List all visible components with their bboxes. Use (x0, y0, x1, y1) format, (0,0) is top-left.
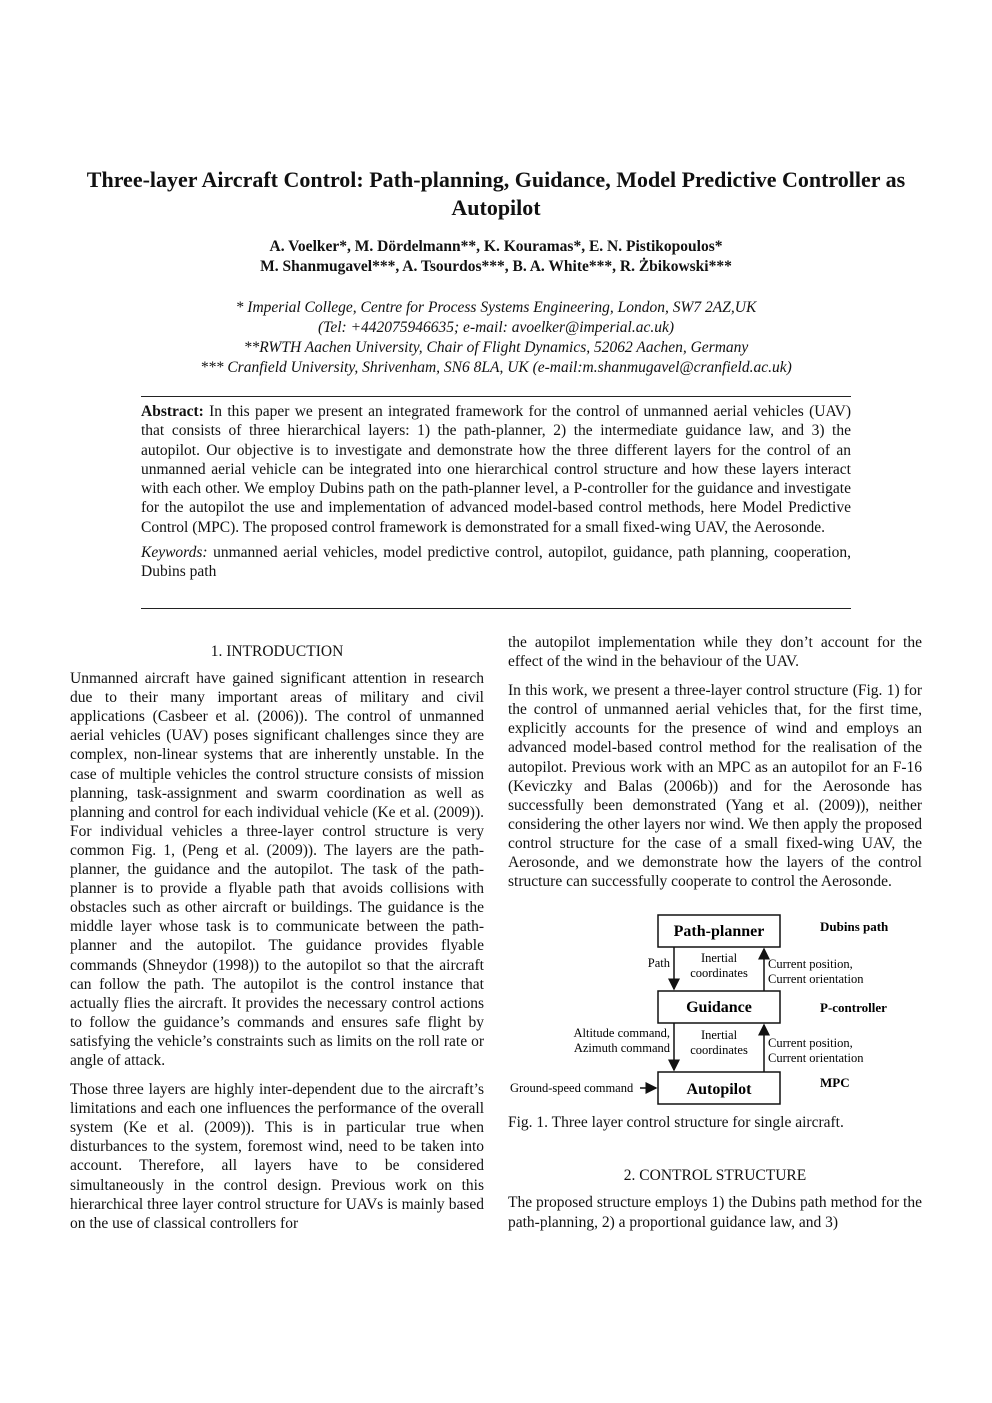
figure-caption: Fig. 1. Three layer control structure for single aircraft. (508, 1114, 844, 1132)
keywords-label: Keywords: (141, 544, 208, 562)
abstract-label: Abstract: (141, 403, 204, 420)
right-column (508, 633, 922, 1242)
feedback-label: Current position, (768, 957, 853, 972)
body-paragraph: In this work, we present a three-layer control structure (Fig. 1) for the control of unmanned aerial vehicles that, for the first time, explicitly accounts for the presence of wind and employs an advanced model-based control method for the realisation of the autopilot. Previous work with an MPC as an autopilot for an F-16 (Keviczky and Balas (2006b)) and for the Aerosonde has successfully been demonstrated (Yang et al. (2009)), neither considering the other layers nor wind. We then apply the proposed control structure for the case of a small fixed-wing UAV, the Aerosonde, and we demonstrate how the layers of the control structure can successfully cooperate to control the Aerosonde. (508, 682, 922, 891)
author-list (60, 237, 932, 277)
inertial-label: coordinates (690, 1043, 748, 1058)
abstract-block (141, 402, 851, 588)
affiliation-line: *** Cranfield University, Shrivenham, SN6 8LA, UK (e-mail:m.shanmugavel@cranfield.ac.uk) (200, 359, 792, 376)
abstract-text: In this paper we present an integrated framework for the control of unmanned aerial vehicles (UAV) that consists of three hierarchical layers: 1) the path-planner, 2) the intermediate guidance law, and 3) the autopilot. Our objective is to investigate and demonstrate how the three different layers for the control of an unmanned aerial vehicle can be integrated into one hierarchical control structure and how these layers interact with each other. We employ Dubins path on the path-planner level, a P-controller for the guidance and investigate for the autopilot the use and implementation of advanced model-based control methods, here Model Predictive Control (MPC). The proposed control framework is demonstrated for a small fixed-wing UAV, the Aerosonde. (141, 403, 851, 536)
block-label: Guidance (686, 999, 752, 1017)
body-paragraph: the autopilot implementation while they don’t account for the effect of the wind in the behaviour of the UAV. (508, 634, 922, 671)
author-line: A. Voelker*, M. Dördelmann**, K. Kouramas*, E. N. Pistikopoulos* (269, 238, 723, 255)
ground-speed-label: Ground-speed command (510, 1081, 634, 1096)
inertial-label: coordinates (690, 966, 748, 981)
feedback-label: Current orientation (768, 1051, 864, 1066)
control-structure-diagram (508, 905, 922, 1105)
body-paragraph: Those three layers are highly inter-dependent due to the aircraft’s limitations and each one influences the performance of the overall system (Ke et al. (2009)). This is in particular true when disturbances to the system, foremost wind, need to be taken into account. Therefore, all layers have to be considered simultaneously in the control design. Previous work on this hierarchical three layer control structure for UAVs is mainly based on the use of classical controllers for (70, 1081, 484, 1232)
block-label: Autopilot (686, 1081, 752, 1099)
feedback-label: Current orientation (768, 972, 864, 987)
affiliation-line: * Imperial College, Centre for Process Systems Engineering, London, SW7 2AZ,UK (235, 299, 757, 316)
abstract-paragraph (141, 402, 851, 537)
left-column (70, 632, 484, 1243)
affiliation-line: **RWTH Aachen University, Chair of Flight Dynamics, 52062 Aachen, Germany (243, 339, 749, 356)
method-label: Dubins path (820, 919, 889, 935)
author-line: M. Shanmugavel***, A. Tsourdos***, B. A. White***, R. Żbikowski*** (260, 258, 732, 275)
keywords-paragraph (141, 543, 851, 582)
block-label: Path-planner (673, 923, 765, 941)
command-label: Altitude command, (573, 1026, 670, 1041)
feedback-label: Current position, (768, 1036, 853, 1051)
body-paragraph: The proposed structure employs 1) the Dubins path method for the path-planning, 2) a proportional guidance law, and 3) (508, 1194, 922, 1231)
affiliation-line: (Tel: +442075946635; e-mail: avoelker@imperial.ac.uk) (317, 319, 675, 336)
method-label: P-controller (820, 1000, 887, 1016)
body-paragraph: Unmanned aircraft have gained significant attention in research due to their many important areas of military and civil applications (Casbeer et al. (2006)). The control of unmanned aerial vehicles (UAV) poses significant challenges since they are complex, non-linear systems that are inherently unstable. In the case of multiple vehicles the control structure consists of mission planning, task-assignment and swarm coordination as well as planning and control for each individual vehicle (Ke et al. (2009)). For individual vehicles a three-layer control structure is very common Fig. 1, (Peng et al. (2009)). The layers are the path-planner, the guidance and the autopilot. The task of the path-planner is to provide a flyable path that avoids collisions with obstacles such as other aircraft or buildings. The guidance is the middle layer whose task is to communicate between the path-planner and the autopilot. The guidance provides flyable commands (Shneydor (1998)) to the autopilot so that the aircraft can follow the path. The autopilot is the control instance that actually flies the aircraft. It provides the necessary control actions to follow the guidance’s commands and ensures safe flight by satisfying the vehicle’s constraints such as limits on the roll rate or angle of attack. (70, 670, 484, 1069)
section-heading: 1. INTRODUCTION (210, 643, 344, 660)
command-label: Azimuth command (573, 1041, 670, 1056)
method-label: MPC (820, 1075, 850, 1091)
path-label: Path (647, 956, 670, 971)
paper-title: Three-layer Aircraft Control: Path-planning, Guidance, Model Predictive Controller as Autopilot (86, 167, 906, 220)
section-heading: 2. CONTROL STRUCTURE (623, 1167, 807, 1185)
inertial-label: Inertial (700, 1028, 738, 1043)
abstract-bottom-rule (141, 608, 851, 609)
abstract-top-rule (141, 396, 851, 397)
inertial-label: Inertial (700, 951, 738, 966)
affiliation-list (60, 298, 932, 378)
keywords-text: unmanned aerial vehicles, model predictive control, autopilot, guidance, path planning, cooperation, Dubins path (141, 544, 851, 581)
